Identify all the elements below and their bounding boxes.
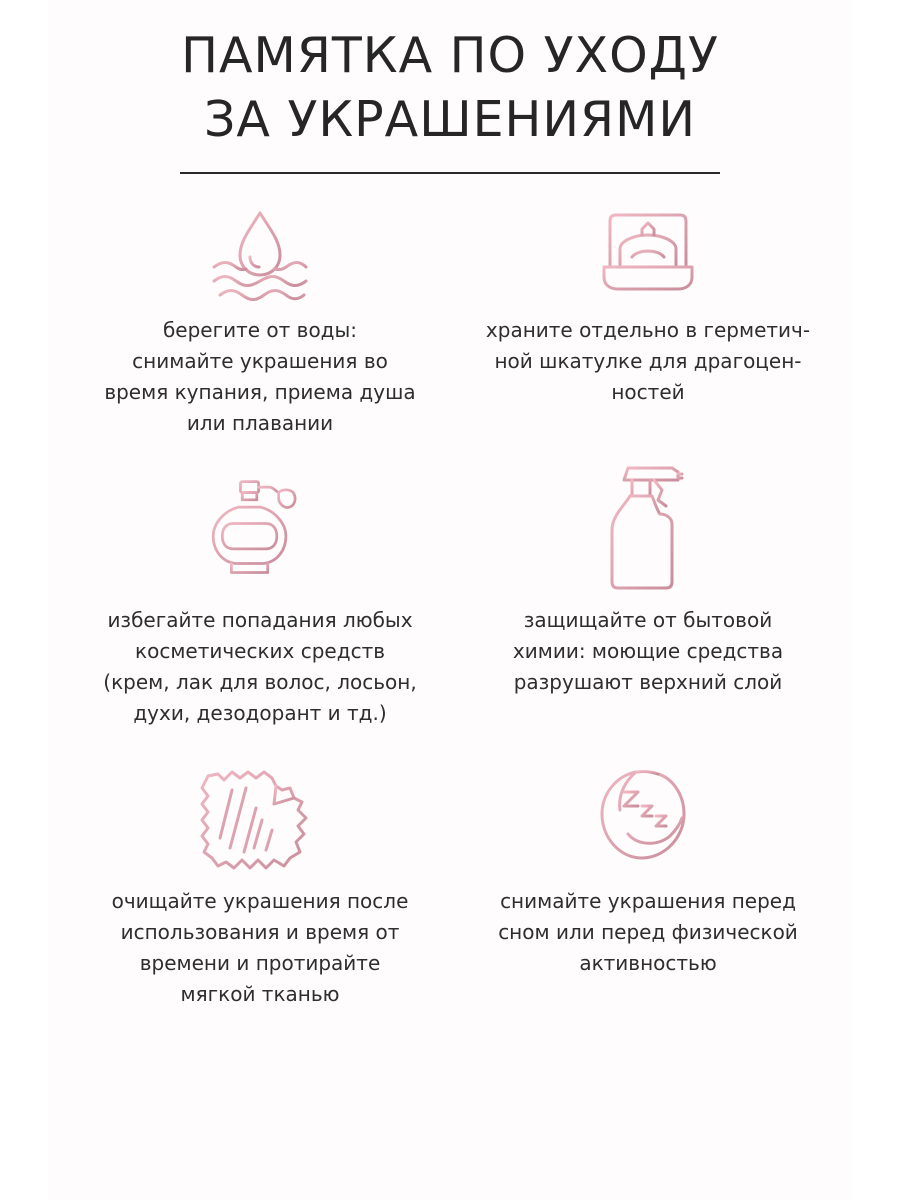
- tip-line: ной шкатулке для драгоцен-: [494, 349, 802, 373]
- tip-line: времени и протирайте: [139, 951, 381, 975]
- tip-line: химии: моющие средства: [512, 639, 784, 663]
- tip-chemicals: [458, 605, 838, 698]
- tip-line: духи, дезодорант и тд.): [133, 701, 387, 725]
- tip-line: мягкой тканью: [180, 982, 340, 1006]
- perfume-bottle-icon: [205, 478, 305, 578]
- spray-bottle-icon: [598, 462, 688, 592]
- page-title: [0, 24, 900, 152]
- tip-line: избегайте попадания любых: [107, 608, 413, 632]
- tip-line: (крем, лак для волос, лосьон,: [103, 670, 417, 694]
- tip-line: или плавании: [186, 411, 334, 435]
- tip-line: использования и время от: [120, 920, 400, 944]
- cleaning-cloth-icon: [200, 768, 310, 873]
- water-drop-icon: [210, 205, 310, 305]
- tip-line: активностью: [579, 951, 717, 975]
- care-guide-sheet: [48, 0, 852, 1200]
- tip-line: сном или перед физической: [498, 920, 798, 944]
- title-line-1: ПАМЯТКА ПО УХОДУ: [181, 27, 719, 84]
- tip-storage: [458, 315, 838, 408]
- title-line-2: ЗА УКРАШЕНИЯМИ: [203, 91, 697, 148]
- tip-line: снимайте украшения перед: [500, 889, 796, 913]
- tip-line: ностей: [611, 380, 685, 404]
- tip-line: защищайте от бытовой: [523, 608, 773, 632]
- tip-cleaning: [70, 886, 450, 1010]
- title-divider: [180, 172, 720, 174]
- tip-line: снимайте украшения во: [132, 349, 388, 373]
- tip-water: [70, 315, 450, 439]
- tip-line: разрушают верхний слой: [513, 670, 783, 694]
- tip-line: очищайте украшения после: [111, 889, 409, 913]
- tip-cosmetics: [70, 605, 450, 729]
- tip-line: косметических средств: [135, 639, 385, 663]
- tip-line: берегите от воды:: [162, 318, 358, 342]
- tip-line: время купания, приема душа: [104, 380, 416, 404]
- tip-line: храните отдельно в герметич-: [485, 318, 811, 342]
- jewelry-box-icon: [598, 205, 698, 305]
- moon-sleep-icon: [598, 766, 693, 866]
- tip-sleep: [458, 886, 838, 979]
